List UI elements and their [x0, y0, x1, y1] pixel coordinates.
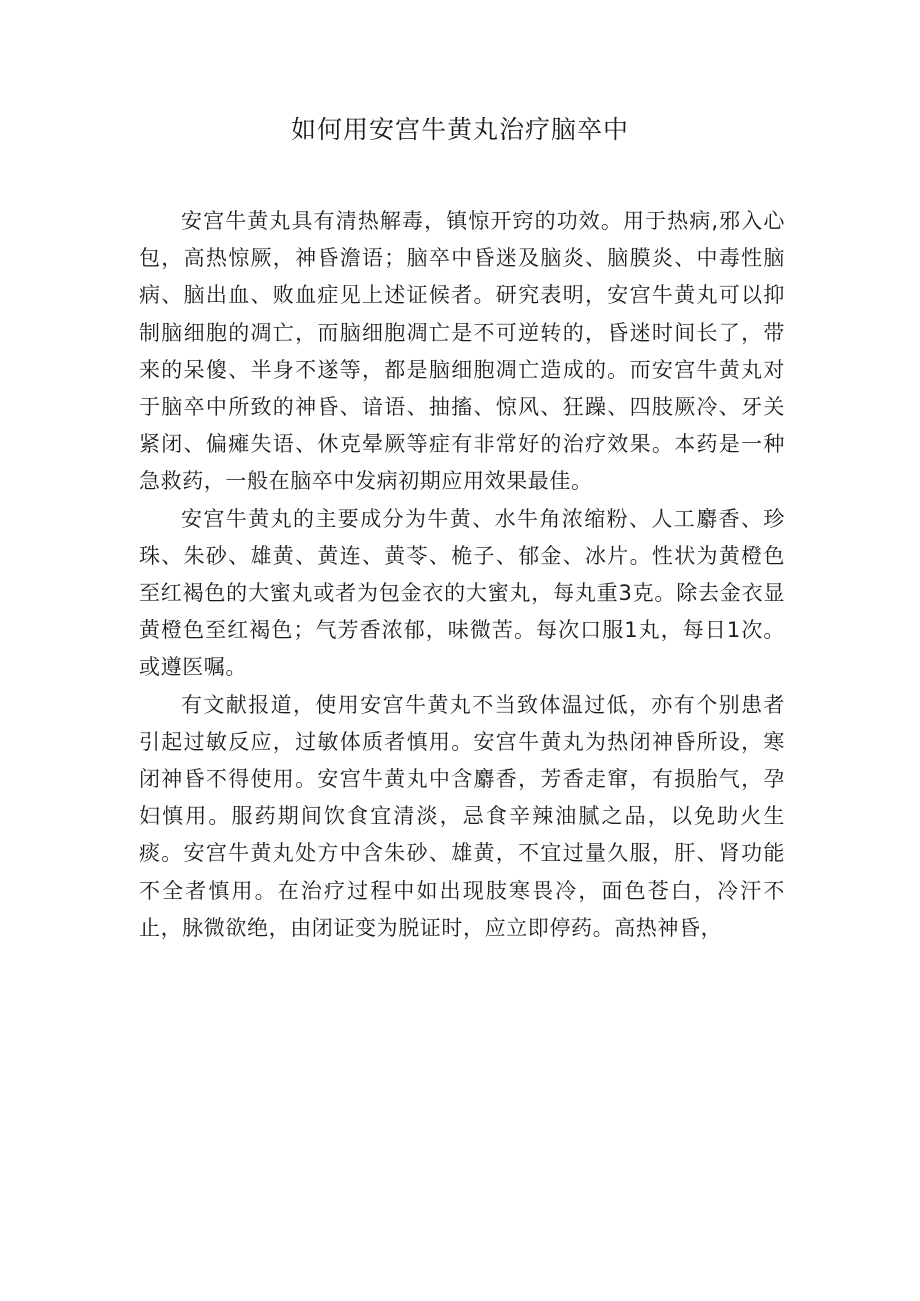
paragraph-precautions: 有文献报道，使用安宫牛黄丸不当致体温过低，亦有个别患者引起过敏反应，过敏体质者慎用。安宫牛黄丸为热闭神昏所设，寒闭神昏不得使用。安宫牛黄丸中含麝香，芳香走窜，有损胎气，孕妇慎用。服药期间饮食宜清淡，忌食辛辣油腻之品，以免助火生痰。安宫牛黄丸处方中含朱砂、雄黄，不宜过量久服，肝、肾功能不全者慎用。在治疗过程中如出现肢寒畏冷，面色苍白，冷汗不止，脉微欲绝，由闭证变为脱证时，应立即停药。高热神昏， [139, 692, 785, 940]
document-title: 如何用安宫牛黄丸治疗脑卒中 [290, 115, 629, 144]
document-body [139, 203, 785, 947]
paragraph-ingredients: 安宫牛黄丸的主要成分为牛黄、水牛角浓缩粉、人工麝香、珍珠、朱砂、雄黄、黄连、黄苓、桅子、郁金、冰片。性状为黄橙色至红褐色的大蜜丸或者为包金衣的大蜜丸，每丸重3克。除去金衣显黄橙色至红褐色；气芳香浓郁，味微苦。每次口服1丸，每日1次。或遵医嘱。 [139, 506, 785, 680]
paragraph-efficacy: 安宫牛黄丸具有清热解毒，镇惊开窍的功效。用于热病,邪入心包，高热惊厥，神昏澹语；脑卒中昏迷及脑炎、脑膜炎、中毒性脑病、脑出血、败血症见上述证候者。研究表明，安宫牛黄丸可以抑制脑细胞的凋亡，而脑细胞凋亡是不可逆转的，昏迷时间长了，带来的呆傻、半身不遂等，都是脑细胞凋亡造成的。而安宫牛黄丸对于脑卒中所致的神昏、谙语、抽搐、惊风、狂躁、四肢厥冷、牙关紧闭、偏瘫失语、休克晕厥等症有非常好的治疗效果。本药是一种急救药，一般在脑卒中发病初期应用效果最佳。 [139, 209, 785, 494]
